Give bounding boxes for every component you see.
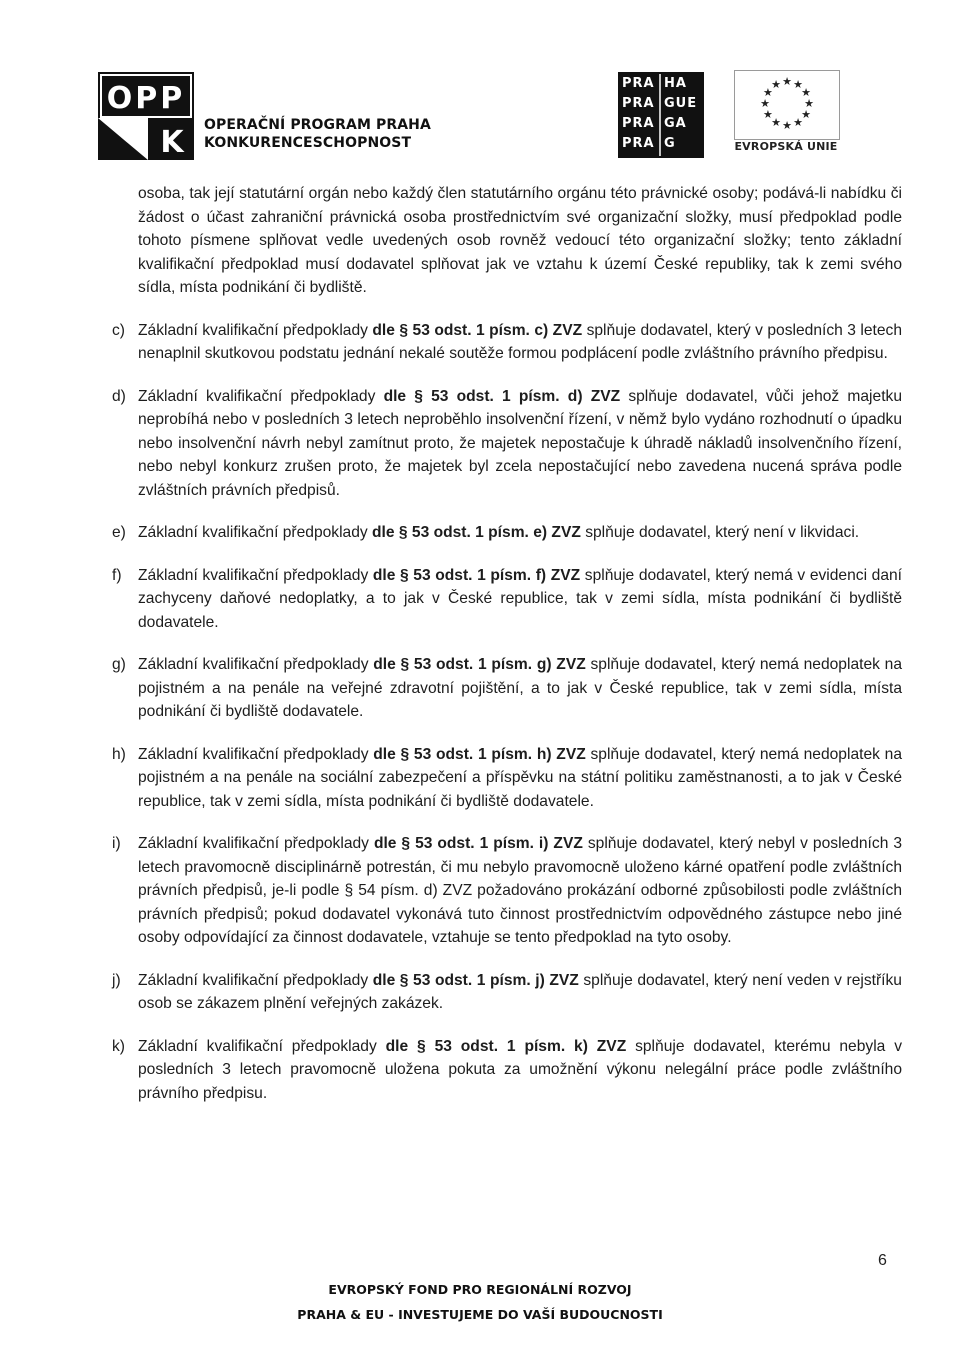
- item-text-lead: Základní kvalifikační předpoklady: [138, 387, 384, 405]
- praha-cell: GUE: [664, 96, 698, 111]
- program-title-block: [204, 116, 431, 152]
- praha-cell: PRA: [622, 136, 655, 151]
- item-text-rest: splňuje dodavatel, který nemá nedoplatek na pojistném a na penále na veřejné zdravotní pojištění, a to jak v České republice, tak v zemi sídla, místa podnikání či bydliště dodavatele.: [138, 656, 902, 720]
- item-text-lead: Základní kvalifikační předpoklady: [138, 835, 374, 852]
- item-text-rest: splňuje dodavatel, který nebyl v posledních 3 letech pravomocně disciplinárně potrestán, či mu nebylo pravomocně uloženo kárné opatření podle zvláštních právních předpisů, je-li podle § 54 písm. d) ZVZ požadováno prokázání odborné způsobilosti podle zvláštních právních předpisů; pokud dodavatel vykonává tuto činnost prostřednictvím odpovědného zástupce nebo jiné osoby odpovídající za činnost dodavatele, vztahuje se tento předpoklad na tyto osoby.: [138, 835, 902, 946]
- item-text: [138, 743, 902, 814]
- item-marker: f): [112, 566, 122, 584]
- item-text: [138, 385, 902, 503]
- item-legal-reference: dle § 53 odst. 1 písm. i) ZVZ: [373, 835, 583, 852]
- item-marker: c): [112, 321, 125, 339]
- item-legal-reference: dle § 53 odst. 1 písm. g) ZVZ: [373, 656, 586, 673]
- praha-cell: PRA: [622, 96, 655, 111]
- criteria-item: [112, 743, 902, 814]
- praha-cell: PRA: [622, 76, 655, 91]
- eu-star-icon: ★: [793, 78, 803, 91]
- item-text-rest: splňuje dodavatel, který nemá nedoplatek na pojistném a na penále na sociální zabezpečení a příspěvku na státní politiku zaměstnanosti, a to jak v České republice, tak v zemi sídla, místa podnikání či bydliště dodavatele.: [138, 745, 902, 810]
- item-legal-reference: dle § 53 odst. 1 písm. c) ZVZ: [372, 321, 583, 339]
- item-legal-reference: dle § 53 odst. 1 písm. j) ZVZ: [372, 971, 579, 989]
- item-text-rest: splňuje dodavatel, který nemá v evidenci daní zachyceny daňové nedoplatky, a to jak v České republice, tak v zemi sídla, místa podnikání či bydliště dodavatele.: [138, 566, 902, 631]
- criteria-item: [112, 653, 902, 724]
- criteria-item: [112, 969, 902, 1016]
- eu-star-icon: ★: [762, 109, 773, 121]
- praha-logo: [618, 72, 704, 158]
- item-text-rest: splňuje dodavatel, který není veden v rejstříku osob se zákazem plnění veřejných zakázek.: [138, 971, 902, 1012]
- item-text-lead: Základní kvalifikační předpoklady: [138, 321, 373, 339]
- criteria-list: [112, 319, 902, 1106]
- criteria-item: [112, 319, 902, 366]
- item-text: [138, 832, 902, 950]
- item-text: [138, 653, 902, 724]
- item-marker: d): [112, 387, 126, 405]
- eu-star-icon: ★: [782, 76, 792, 88]
- item-text: [138, 1035, 902, 1106]
- item-text: [138, 319, 902, 366]
- eu-star-icon: ★: [804, 98, 814, 110]
- opp-logo-graphic: [98, 72, 194, 160]
- program-subtitle: KONKURENCESCHOPNOST: [204, 135, 412, 151]
- praha-cell: G: [664, 136, 676, 151]
- criteria-item: [112, 385, 902, 503]
- praha-cell: PRA: [622, 116, 655, 131]
- item-legal-reference: dle § 53 odst. 1 písm. f) ZVZ: [372, 566, 581, 584]
- eu-star-icon: ★: [801, 109, 812, 121]
- document-body: [112, 182, 902, 1105]
- footer-line-2: PRAHA & EU - INVESTUJEME DO VAŠÍ BUDOUCNOSTI: [297, 1307, 663, 1322]
- item-legal-reference: dle § 53 odst. 1 písm. h) ZVZ: [373, 745, 586, 763]
- intro-paragraph: osoba, tak její statutární orgán nebo každý člen statutárního orgánu této právnické osoby; podává-li nabídku či žádost o účast zahraniční právnická osoba prostřednictvím své organizační složky, musí předpoklad podle tohoto písmene splňovat vedle uvedených osob rovněž vedoucí této organizační složky; tento základní kvalifikační předpoklad musí dodavatel splňovat jak ve vztahu k území České republiky, tak k zemi svého sídla, místa podnikání či bydliště.: [138, 185, 902, 296]
- footer-line-1: EVROPSKÝ FOND PRO REGIONÁLNÍ ROZVOJ: [328, 1282, 632, 1297]
- item-marker: i): [112, 835, 121, 852]
- eu-star-icon: ★: [771, 117, 781, 130]
- eu-logo: [732, 70, 840, 156]
- praha-logo-divider: [618, 72, 704, 158]
- item-text-rest: splňuje dodavatel, který v posledních 3 letech nenaplnil skutkovou podstatu jednání nekalé soutěže formou podplácení podle zvláštního právního předpisu.: [138, 321, 902, 362]
- eu-star-icon: ★: [762, 87, 773, 99]
- item-text-lead: Základní kvalifikační předpoklady: [138, 1037, 386, 1055]
- item-text: [138, 564, 902, 635]
- criteria-item: [112, 521, 902, 545]
- opp-logo-text: OPP: [106, 81, 186, 116]
- item-text-rest: splňuje dodavatel, který není v likvidaci.: [580, 524, 860, 541]
- item-text-lead: Základní kvalifikační předpoklady: [138, 524, 373, 541]
- item-text-lead: Základní kvalifikační předpoklady: [138, 656, 374, 673]
- item-legal-reference: dle § 53 odst. 1 písm. k) ZVZ: [385, 1037, 627, 1055]
- eu-label: EVROPSKÁ UNIE: [734, 140, 838, 153]
- item-text-lead: Základní kvalifikační předpoklady: [138, 566, 373, 584]
- item-marker: h): [112, 745, 126, 763]
- praha-cell: GA: [664, 116, 687, 131]
- criteria-item: [112, 564, 902, 635]
- item-text-rest: splňuje dodavatel, kterému nebyla v posledních 3 letech pravomocně uložena pokuta za umožnění výkonu nelegální práce podle zvláštního právního předpisu.: [138, 1037, 903, 1102]
- item-marker: g): [112, 656, 126, 673]
- item-marker: k): [112, 1037, 125, 1055]
- item-text: [138, 969, 902, 1016]
- opp-logo-k: K: [160, 125, 184, 160]
- item-text-rest: splňuje dodavatel, vůči jehož majetku neprobíhá nebo v posledních 3 letech neproběhlo insolvenční řízení, v němž bylo vydáno rozhodnutí o úpadku nebo insolvenční návrh nebyl zamítnut proto, že majetek nepostačuje k úhradě nákladů insolvenčního řízení, nebo nebyl konkurz zrušen proto, že majetek byl zcela nepostačující nebo zavedena nucená správa podle zvláštních právních předpisů.: [138, 387, 902, 499]
- praha-cell: HA: [664, 76, 687, 91]
- page-number: 6: [878, 1252, 887, 1269]
- item-legal-reference: dle § 53 odst. 1 písm. e) ZVZ: [372, 524, 581, 541]
- criteria-item: [112, 832, 902, 950]
- eu-star-icon: ★: [760, 98, 770, 110]
- eu-stars-icon: [735, 71, 839, 139]
- item-marker: j): [112, 971, 121, 989]
- program-name: OPERAČNÍ PROGRAM PRAHA: [204, 117, 431, 133]
- item-text-lead: Základní kvalifikační předpoklady: [138, 745, 374, 763]
- item-text: [138, 521, 902, 545]
- footer: [0, 1277, 960, 1327]
- item-text-lead: Základní kvalifikační předpoklady: [138, 971, 373, 989]
- eu-star-icon: ★: [793, 117, 803, 130]
- item-legal-reference: dle § 53 odst. 1 písm. d) ZVZ: [383, 387, 621, 405]
- opp-logo: [98, 72, 194, 160]
- eu-star-icon: ★: [771, 78, 781, 91]
- eu-star-icon: ★: [801, 87, 812, 99]
- praha-logo-grid: [618, 72, 704, 158]
- eu-flag-icon: [734, 70, 840, 140]
- item-marker: e): [112, 524, 126, 541]
- eu-star-icon: ★: [782, 120, 792, 132]
- criteria-item: [112, 1035, 902, 1106]
